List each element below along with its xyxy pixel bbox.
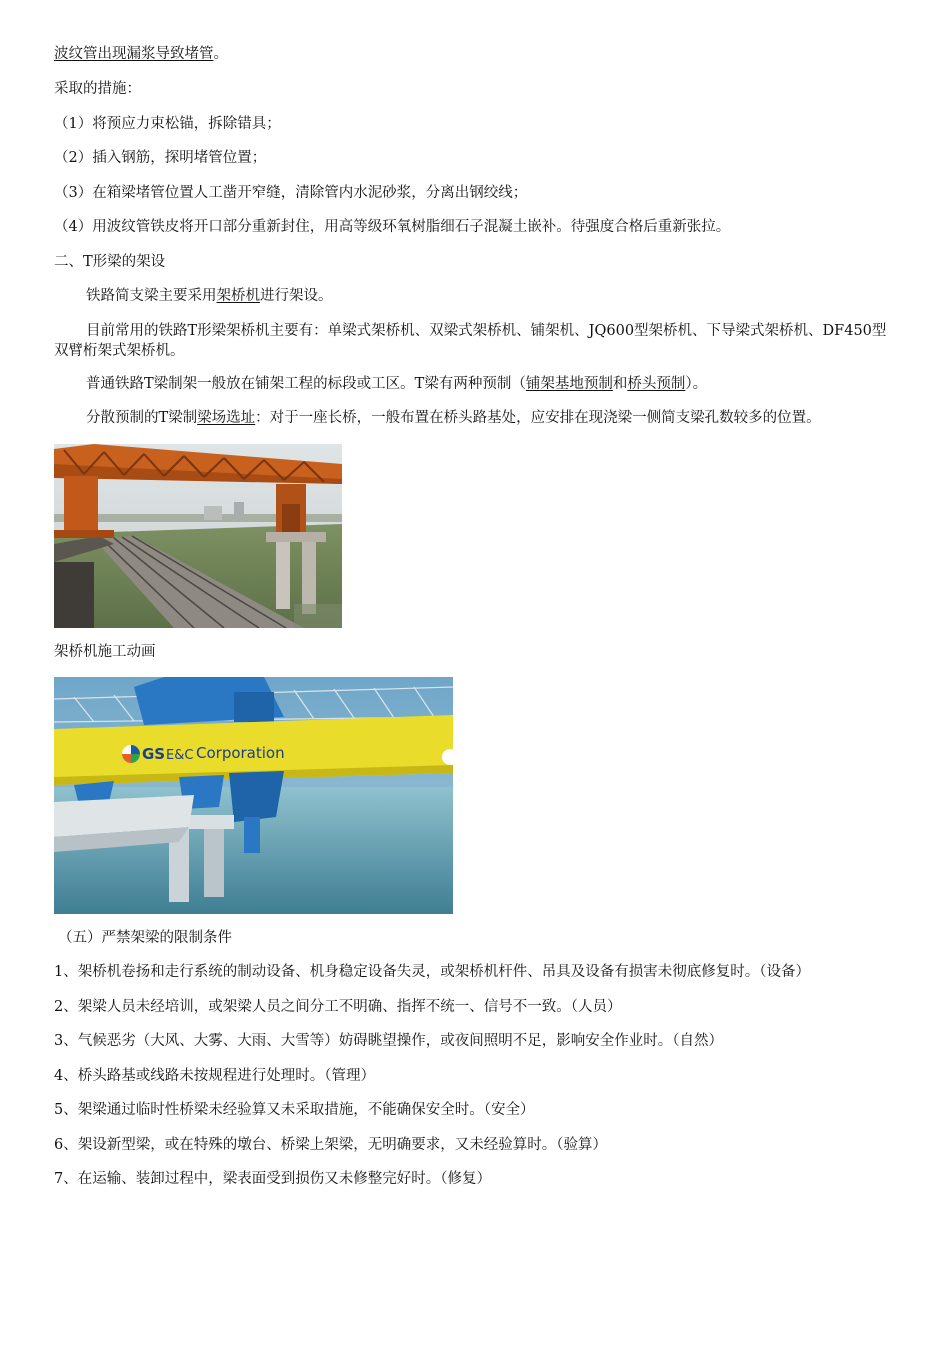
restriction-item: 7、在运输、装卸过程中，梁表面受到损伤又未修整完好时。（修复） (54, 1171, 491, 1187)
p3-post: ）。 (685, 376, 708, 392)
p3-underlined-2: 桥头预制 (627, 376, 686, 392)
section2-paragraph-3 (54, 374, 707, 394)
bridge-erector-photo (54, 444, 342, 628)
p3-underlined-1: 铺架基地预制 (525, 376, 613, 392)
p3-pre: 普通铁路T梁制架一般放在铺架工程的标段或工区。T梁有两种预制（ (86, 376, 526, 392)
restriction-item: 4、桥头路基或线路未按规程进行处理时。（管理） (54, 1068, 375, 1084)
section2-heading: 二、T形梁的架设 (54, 254, 166, 270)
p4-pre: 分散预制的T梁制 (86, 410, 198, 426)
measure-item: （4）用波纹管铁皮将开口部分重新封住，用高等级环氧树脂细石子混凝土嵌补。待强度合格后重新张拉。 (54, 219, 731, 235)
section2-paragraph-2: 目前常用的铁路T形梁架桥机主要有：单梁式架桥机、双梁式架桥机、铺架机、JQ600型架桥机、下导梁式架桥机、DF450型双臂桁架式架桥机。 (54, 323, 887, 359)
intro-underlined: 波纹管出现漏浆导致堵管 (54, 46, 214, 62)
measure-item: （3）在箱梁堵管位置人工凿开窄缝，清除管内水泥砂浆，分离出钢绞线； (54, 185, 528, 201)
p1-post: 进行架设。 (260, 288, 333, 304)
p4-underlined: 梁场选址 (197, 410, 256, 426)
measure-item: （1）将预应力束松锚，拆除错具； (54, 116, 281, 132)
bridge-erector-photo-art (54, 444, 342, 628)
logo-corporation: Corporation (196, 744, 285, 762)
section2-paragraph-4 (54, 408, 821, 428)
p4-post: ：对于一座长桥，一般布置在桥头路基处，应安排在现浇梁一侧简支梁孔数较多的位置。 (255, 410, 821, 426)
p1-underlined: 架桥机 (216, 288, 260, 304)
section2-paragraph-1 (54, 286, 333, 306)
photo-caption: 架桥机施工动画 (54, 644, 156, 660)
logo-brand: GS (142, 745, 166, 763)
restriction-item: 1、架桥机卷扬和走行系统的制动设备、机身稳定设备失灵，或架桥机杆件、吊具及设备有损害未彻底修复时。（设备） (54, 964, 810, 980)
restriction-item: 6、架设新型梁，或在特殊的墩台、桥梁上架梁，无明确要求，又未经验算时。（验算） (54, 1137, 607, 1153)
animation-art (54, 677, 453, 914)
measure-item: （2）插入钢筋，探明堵管位置； (54, 150, 267, 166)
p3-mid: 和 (612, 376, 628, 392)
logo-brand2: E&C (166, 748, 194, 763)
p1-pre: 铁路简支梁主要采用 (86, 288, 217, 304)
intro-line (54, 44, 228, 64)
restriction-item: 5、架梁通过临时性桥梁未经验算又未采取措施，不能确保安全时。（安全） (54, 1102, 535, 1118)
restriction-item: 2、架梁人员未经培训，或架梁人员之间分工不明确、指挥不统一、信号不一致。（人员） (54, 999, 622, 1015)
bridge-erector-animation-image (54, 677, 453, 914)
measures-heading: 采取的措施： (54, 81, 141, 97)
intro-tail: 。 (213, 46, 228, 62)
section5-heading: （五）严禁架梁的限制条件 (58, 930, 232, 946)
restriction-item: 3、气候恶劣（大风、大雾、大雨、大雪等）妨碍眺望操作，或夜间照明不足，影响安全作业时。（自然） (54, 1033, 723, 1049)
